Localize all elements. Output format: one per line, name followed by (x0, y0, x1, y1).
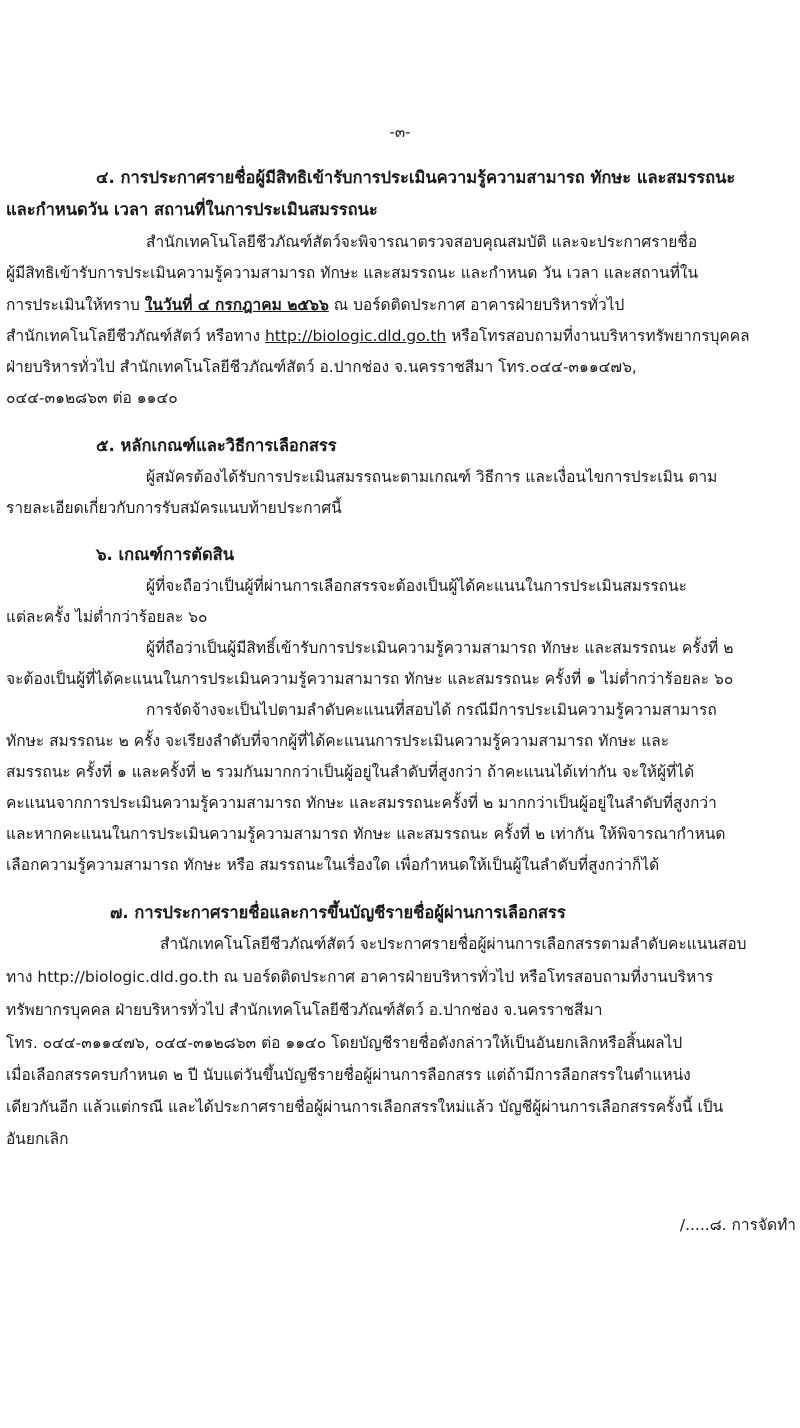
section-6-text: คะแนนจากการประเมินความรู้ความสามารถ ทักษะ และสมรรถนะครั้งที่ ๒ มากกว่าเป็นผู้อยู่ในลำดับที่สูงกว่า (6, 794, 717, 812)
section-4-text (6, 326, 750, 346)
section-4-text: ฝ่ายบริหารทั่วไป สำนักเทคโนโลยีชีวภัณฑ์สัตว์ อ.ปากช่อง จ.นครราชสีมา โทร.๐๔๔-๓๑๑๔๗๖, (6, 358, 637, 376)
section-7-text: เมื่อเลือกสรรครบกำหนด ๒ ปี นับแต่วันขึ้นบัญชีรายชื่อผู้ผ่านการลือกสรร แต่ถ้ามีการลือกสรรในตำแหน่ง (6, 1066, 691, 1084)
section-4-text-part: ณ บอร์ดติดประกาศ อาคารฝ่ายบริหารทั่วไป (328, 296, 625, 314)
section-6-text: เลือกความรู้ความสามารถ ทักษะ หรือ สมรรถนะในเรื่องใด เพื่อกำหนดให้เป็นผู้ในลำดับที่สูงกว่าก็ได้ (6, 856, 660, 874)
announcement-date: ในวันที่ ๔ กรกฎาคม ๒๕๖๖ (144, 296, 329, 314)
section-4-text (6, 295, 624, 315)
section-6-text: การจัดจ้างจะเป็นไปตามลำดับคะแนนที่สอบได้ กรณีมีการประเมินความรู้ความสามารถ (146, 701, 717, 719)
section-4-heading: ๔. การประกาศรายชื่อผู้มีสิทธิเข้ารับการประเมินความรู้ความสามารถ ทักษะ และสมรรถนะ (96, 168, 736, 187)
page-number: -๓- (389, 123, 411, 141)
section-6-text: ทักษะ สมรรถนะ ๒ ครั้ง จะเรียงลำดับที่จากผู้ที่ได้คะแนนการประเมินความรู้ความสามารถ ทักษะ และ (6, 732, 670, 750)
section-7-text: ทาง http://biologic.dld.go.th ณ บอร์ดติดประกาศ อาคารฝ่ายบริหารทั่วไป หรือโทรสอบถามที่งานบริหาร (6, 968, 714, 986)
website-link[interactable]: http://biologic.dld.go.th (264, 327, 447, 345)
section-6-text: ผู้ที่ถือว่าเป็นผู้มีสิทธิ์เข้ารับการประเมินความรู้ความสามารถ ทักษะ และสมรรถนะ ครั้งที่ ๒ (146, 639, 734, 657)
section-4-heading-cont: และกำหนดวัน เวลา สถานที่ในการประเมินสมรรถนะ (6, 200, 378, 219)
section-6-text: จะต้องเป็นผู้ที่ได้คะแนนในการประเมินความรู้ความสามารถ ทักษะ และสมรรถนะ ครั้งที่ ๑ ไม่ต่ำกว่าร้อยละ ๖๐ (6, 670, 734, 688)
section-4-text: สำนักเทคโนโลยีชีวภัณฑ์สัตว์จะพิจารณาตรวจสอบคุณสมบัติ และจะประกาศรายชื่อ (146, 233, 698, 251)
continuation-note: /.....๘. การจัดทำ (679, 1216, 796, 1234)
section-6-heading: ๖. เกณฑ์การตัดสิน (96, 545, 235, 564)
section-6-text: และหากคะแนนในการประเมินความรู้ความสามารถ ทักษะ และสมรรถนะ ครั้งที่ ๒ เท่ากัน ให้พิจารณากำหนด (6, 825, 726, 843)
section-7-text: โทร. ๐๔๔-๓๑๑๔๗๖, ๐๔๔-๓๑๒๘๖๓ ต่อ ๑๑๔๐ โดยบัญชีรายชื่อดังกล่าวให้เป็นอันยกเลิกหรือสิ้นผลไป (6, 1034, 683, 1052)
section-6-text: แต่ละครั้ง ไม่ต่ำกว่าร้อยละ ๖๐ (6, 608, 208, 626)
section-7-text: ทรัพยากรบุคคล ฝ่ายบริหารทั่วไป สำนักเทคโนโลยีชีวภัณฑ์สัตว์ อ.ปากช่อง จ.นครราชสีมา (6, 1001, 603, 1019)
section-5-text: ผู้สมัครต้องได้รับการประเมินสมรรถนะตามเกณฑ์ วิธีการ และเงื่อนไขการประเมิน ตาม (146, 468, 718, 486)
section-4-text-part: หรือโทรสอบถามที่งานบริหารทรัพยากรบุคคล (446, 327, 750, 345)
section-5-text: รายละเอียดเกี่ยวกับการรับสมัครแนบท้ายประกาศนี้ (6, 499, 342, 517)
section-4-text: ผู้มีสิทธิเข้ารับการประเมินความรู้ความสามารถ ทักษะ และสมรรถนะ และกำหนด วัน เวลา และสถานที่ใน (6, 264, 699, 282)
section-7-text: สำนักเทคโนโลยีชีวภัณฑ์สัตว์ จะประกาศรายชื่อผู้ผ่านการเลือกสรรตามลำดับคะแนนสอบ (160, 935, 747, 953)
section-7-text: อันยกเลิก (6, 1130, 69, 1148)
section-5-heading: ๕. หลักเกณฑ์และวิธีการเลือกสรร (96, 436, 337, 455)
section-6-text: สมรรถนะ ครั้งที่ ๑ และครั้งที่ ๒ รวมกันมากกว่าเป็นผู้อยู่ในลำดับที่สูงกว่า ถ้าคะแนนได้เท่ากัน จะให้ผู้ที่ได้ (6, 763, 695, 781)
section-4-text-part: สำนักเทคโนโลยีชีวภัณฑ์สัตว์ หรือทาง (6, 327, 265, 345)
section-4-text-part: การประเมินให้ทราบ (6, 296, 145, 314)
section-7-heading: ๗. การประกาศรายชื่อและการขึ้นบัญชีรายชื่อผู้ผ่านการเลือกสรร (110, 903, 566, 922)
section-4-text: ๐๔๔-๓๑๒๘๖๓ ต่อ ๑๑๔๐ (6, 389, 178, 407)
section-6-text: ผู้ที่จะถือว่าเป็นผู้ที่ผ่านการเลือกสรรจะต้องเป็นผู้ได้คะแนนในการประเมินสมรรถนะ (146, 577, 687, 595)
section-7-text: เดียวกันอีก แล้วแต่กรณี และได้ประกาศรายชื่อผู้ผ่านการเลือกสรรใหม่แล้ว บัญชีผู้ผ่านการเลือกสรรครั้งนี้ เป็น (6, 1098, 724, 1116)
